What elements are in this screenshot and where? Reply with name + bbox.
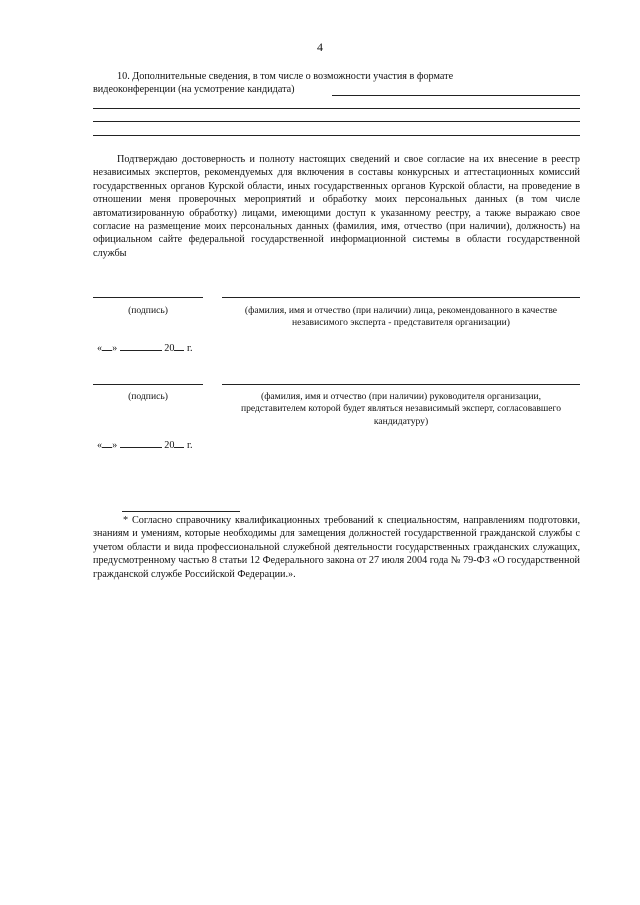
- signature1-name-caption: (фамилия, имя и отчество (при наличии) лица, рекомендованного в качестве независимого эксперта - представителя организации): [244, 305, 558, 329]
- page-number: 4: [317, 40, 323, 54]
- date-year-suffix: г.: [187, 440, 193, 451]
- date-year-prefix: 20: [164, 440, 175, 451]
- signature1-sign-line[interactable]: [93, 297, 203, 298]
- date-year-suffix: г.: [187, 343, 193, 354]
- signature1-date[interactable]: [97, 341, 193, 354]
- date-year-blank[interactable]: [174, 341, 184, 351]
- date-day-blank[interactable]: [102, 438, 112, 448]
- item10-answer-line-2[interactable]: [93, 108, 580, 109]
- item10-answer-line-1[interactable]: [332, 95, 580, 96]
- item10-line1: [93, 70, 580, 83]
- date-month-blank[interactable]: [120, 341, 162, 351]
- date-close-quote: »: [112, 440, 118, 451]
- date-year-prefix: 20: [164, 343, 175, 354]
- item10-answer-line-4[interactable]: [93, 135, 580, 136]
- item10-line2: видеоконференции (на усмотрение кандидата): [93, 84, 295, 95]
- date-open-quote: «: [97, 440, 103, 451]
- footnote-separator: [122, 511, 240, 512]
- signature2-name-line[interactable]: [222, 384, 580, 385]
- signature2-date[interactable]: [97, 438, 193, 451]
- date-month-blank[interactable]: [120, 438, 162, 448]
- item10-answer-line-3[interactable]: [93, 121, 580, 122]
- date-close-quote: »: [112, 343, 118, 354]
- signature2-name-caption: (фамилия, имя и отчество (при наличии) руководителя организации, представителем которой будет являться независимый эксперт, согласовавшего кандидатуру): [240, 391, 562, 427]
- signature1-sign-caption: (подпись): [128, 305, 168, 316]
- item10-text-1: 10. Дополнительные сведения, в том числе о возможности участия в формате: [117, 71, 454, 82]
- signature2-sign-line[interactable]: [93, 384, 203, 385]
- consent-paragraph: Подтверждаю достоверность и полноту настоящих сведений и свое согласие на их внесение в реестр независимых экспертов, рекомендуемых для включения в составы конкурсных и аттестационных комиссий государственных органов Курской области, иных государственных органов Курской области, на проведение в отношении меня проверочных мероприятий и обработку моих персональных данных (в том числе автоматизированную обработку) лицами, имеющими доступ к указанному реестру, а также выражаю свое согласие на размещение моих персональных данных (фамилия, имя, отчество (при наличии), должность) на официальном сайте федеральной государственной информационной системы в области государственной службы: [93, 154, 580, 259]
- date-year-blank[interactable]: [174, 438, 184, 448]
- signature1-name-line[interactable]: [222, 297, 580, 298]
- footnote: * Согласно справочнику квалификационных требований к специальностям, направлениям подготовки, знаниям и умениям, которые необходимы для замещения должностей государственной гражданской службы с учетом области и вида профессиональной служебной деятельности государственных гражданских служащих, предусмотренному частью 8 статьи 12 Федерального закона от 27 июля 2004 года № 79-ФЗ «О государственной гражданской службе Российской Федерации.».: [93, 515, 580, 580]
- date-open-quote: «: [97, 343, 103, 354]
- date-day-blank[interactable]: [102, 341, 112, 351]
- signature2-sign-caption: (подпись): [128, 391, 168, 402]
